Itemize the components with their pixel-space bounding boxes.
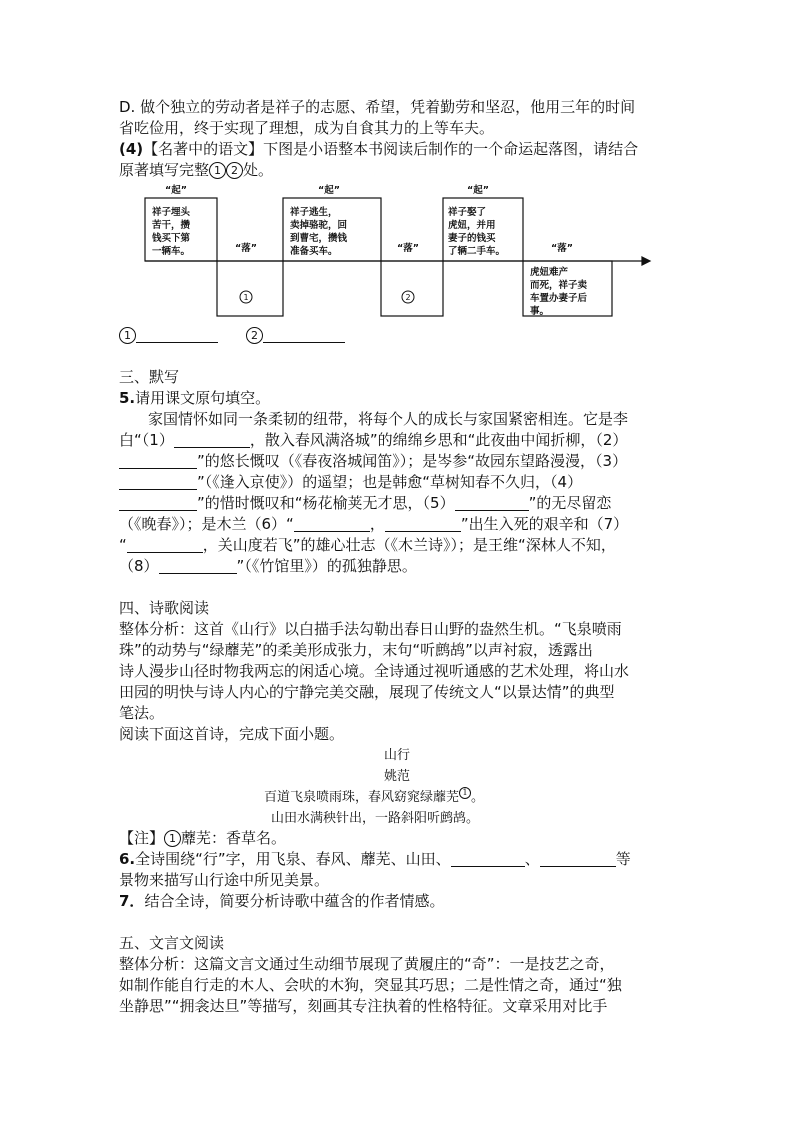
q5-p5-b: ”的无尽留恋 bbox=[528, 494, 612, 512]
q5-p3-a: ”的悠长慨叹（《春夜洛城闻笛》）；是岑参“故园东望路漫漫，（3） bbox=[197, 452, 628, 470]
poem-line2: 山田水满秧针出，一路斜阳听鹧鸪。 bbox=[271, 811, 480, 826]
q6-text-b: 、 bbox=[524, 850, 540, 868]
answer-blank-1[interactable] bbox=[136, 327, 218, 343]
fall3-line1: 虎妞难产 bbox=[530, 267, 569, 278]
q6-text-a: 全诗围绕“行”字，用飞泉、春风、蘼芜、山田、 bbox=[135, 850, 451, 868]
rise3-line2: 虎妞，并用 bbox=[448, 220, 496, 231]
q5-p1: 家国情怀如同一条柔韧的纽带，将每个人的成长与家国紧密相连。它是李 bbox=[148, 410, 629, 428]
rise1-line3: 钱买下第 bbox=[152, 233, 191, 244]
note-circled-1: 1 bbox=[164, 830, 181, 847]
luo-label-2: “落” bbox=[397, 243, 419, 254]
note-label: 【注】 bbox=[119, 829, 165, 847]
axis-arrow-icon bbox=[642, 257, 650, 265]
qi-label-2: “起” bbox=[318, 185, 340, 196]
option-d-line1: D. 做个独立的劳动者是祥子的志愿、希望，凭着勤劳和坚忍，他用三年的时间 bbox=[119, 98, 636, 116]
q5-title-text: 请用课文原句填空。 bbox=[135, 389, 271, 407]
circled-number-1: 1 bbox=[209, 162, 226, 179]
q7 bbox=[119, 891, 444, 912]
q5-p4 bbox=[119, 472, 582, 493]
diagram-answer-line bbox=[119, 325, 345, 346]
q5-title bbox=[119, 388, 270, 409]
fall3-line3: 车置办妻子后 bbox=[530, 293, 588, 304]
answer-circled-2: 2 bbox=[246, 327, 263, 344]
note-text: 蘼芜：香草名。 bbox=[181, 829, 287, 847]
s4-analysis-line2: 珠”的动势与“绿蘼芜”的柔美形成张力，末句“听鹧鸪”以声衬寂，透露出 bbox=[119, 641, 593, 659]
poem-author: 姚范 bbox=[384, 769, 411, 784]
q5-p2 bbox=[119, 430, 627, 451]
fall3-line4: 事。 bbox=[530, 306, 550, 317]
rise2-line3: 到曹宅，攒钱 bbox=[290, 233, 348, 244]
rise2-line4: 准备买车。 bbox=[290, 246, 338, 257]
q5-p3 bbox=[119, 451, 627, 472]
q7-number: 7． bbox=[119, 892, 145, 910]
blank-8[interactable] bbox=[159, 558, 237, 574]
q5-p6-c: ”出生入死的艰辛和（7） bbox=[460, 515, 629, 533]
rise2-line2: 卖掉骆驼，回 bbox=[290, 220, 348, 231]
q5-p5 bbox=[119, 493, 611, 514]
option-d-line2: 省吃俭用，终于实现了理想，成为自食其力的上等车夫。 bbox=[119, 119, 495, 137]
luo-label-1: “落” bbox=[235, 243, 257, 254]
fall-box-2 bbox=[381, 261, 443, 316]
answer-circled-1: 1 bbox=[119, 327, 136, 344]
section3-heading: 三、默写 bbox=[119, 368, 180, 386]
q6-text-c: 等 bbox=[615, 850, 631, 868]
circled-number-2: 2 bbox=[226, 162, 243, 179]
fall3-line2: 而死，祥子卖 bbox=[530, 280, 588, 291]
s4-analysis-line3: 诗人漫步山径时物我两忘的闲适心境。全诗通过视听通感的艺术处理，将山水 bbox=[119, 662, 630, 680]
q5-p4-a: ”（《逢入京使》）的遥望；也是韩愈“草树知春不久归，（4） bbox=[197, 473, 583, 491]
qi-label-1: “起” bbox=[165, 185, 187, 196]
rise1-line4: 一辆车。 bbox=[152, 246, 191, 257]
fall-box-1 bbox=[217, 261, 283, 316]
q6-number: 6. bbox=[119, 850, 136, 868]
blank-7[interactable] bbox=[127, 537, 203, 553]
fate-diagram bbox=[0, 0, 794, 330]
s5-analysis-line3: 坐静思”“拥衾达旦”等描写，刻画其专注执着的性格特征。文章采用对比手 bbox=[119, 997, 608, 1015]
q5-p2-b: ，散入春风满洛城”的绵绵乡思和“此夜曲中闻折柳，（2） bbox=[249, 431, 628, 449]
q5-p6-a: （《晚春》）；是木兰（6）“ bbox=[119, 515, 294, 533]
poem-title: 山行 bbox=[384, 748, 411, 763]
s5-analysis-line1: 整体分析：这篇文言文通过生动细节展现了黄履庄的“奇”：一是技艺之奇， bbox=[119, 955, 615, 973]
q5-p8-a: （8） bbox=[119, 557, 159, 575]
blank-1-number: 1 bbox=[243, 293, 249, 302]
blank-4[interactable] bbox=[119, 495, 197, 511]
poem-line1-text: 百道飞泉喷雨珠，春风窈窕绿蘼芜 bbox=[264, 790, 460, 805]
poem-line1-end: 。 bbox=[471, 790, 485, 805]
blank-2-number: 2 bbox=[405, 293, 411, 302]
rise1-line2: 苦干，攒 bbox=[152, 220, 191, 231]
q5-p7-b: ，关山度若飞”的雄心壮志（《木兰诗》）；是王维“深林人不知， bbox=[202, 536, 616, 554]
s5-analysis-line2: 如制作能自行走的木人、会吠的木狗，突显其巧思；二是性情之奇，通过“独 bbox=[119, 976, 622, 994]
rise3-line3: 妻子的钱买 bbox=[448, 233, 496, 244]
answer-blank-2[interactable] bbox=[263, 327, 345, 343]
blank-5[interactable] bbox=[455, 495, 529, 511]
q5-p7 bbox=[119, 535, 616, 556]
q5-p6 bbox=[119, 514, 628, 535]
poem-footnote-marker: 1 bbox=[459, 787, 471, 799]
q4-prefix: (4) bbox=[119, 140, 144, 158]
q6-line2: 景物来描写山行途中所见美景。 bbox=[119, 871, 330, 889]
s4-analysis-line1: 整体分析：这首《山行》以白描手法勾勒出春日山野的盎然生机。“飞泉喷雨 bbox=[119, 620, 622, 638]
section5-heading: 五、文言文阅读 bbox=[119, 934, 225, 952]
s4-analysis-line4: 田园的明快与诗人内心的宁静完美交融，展现了传统文人“以景达情”的典型 bbox=[119, 683, 615, 701]
q7-text: 结合全诗，简要分析诗歌中蕴含的作者情感。 bbox=[144, 892, 445, 910]
luo-label-3: “落” bbox=[551, 243, 573, 254]
blank-6b[interactable] bbox=[385, 516, 461, 532]
q6-line1 bbox=[119, 849, 631, 870]
q6-blank-1[interactable] bbox=[451, 851, 525, 867]
poem-note bbox=[119, 828, 286, 849]
blank-3[interactable] bbox=[119, 474, 197, 490]
section4-heading: 四、诗歌阅读 bbox=[119, 599, 210, 617]
q6-blank-2[interactable] bbox=[540, 851, 616, 867]
blank-2[interactable] bbox=[119, 453, 197, 469]
q4-tag: 【名著中的语文】 bbox=[143, 140, 264, 158]
q5-number: 5. bbox=[119, 389, 136, 407]
q4-text: 下图是小语整本书阅读后制作的一个命运起落图，请结合 bbox=[263, 140, 639, 158]
q5-p7-a: “ bbox=[119, 536, 127, 554]
rise3-line4: 了辆二手车。 bbox=[448, 246, 506, 257]
qi-label-3: “起” bbox=[467, 185, 489, 196]
rise1-line1: 祥子埋头 bbox=[152, 207, 191, 218]
s4-instruction: 阅读下面这首诗，完成下面小题。 bbox=[119, 725, 345, 743]
q4-line2-text: 原著填写完整 bbox=[119, 161, 210, 179]
q4-line2-end: 处。 bbox=[243, 161, 274, 179]
q5-p5-a: ”的惜时慨叹和“杨花榆荚无才思，（5） bbox=[197, 494, 455, 512]
s4-analysis-line5: 笔法。 bbox=[119, 704, 165, 722]
rise3-line1: 祥子娶了 bbox=[448, 207, 487, 218]
q5-p8 bbox=[119, 556, 417, 577]
blank-6a[interactable] bbox=[294, 516, 370, 532]
q5-p6-b: ， bbox=[369, 515, 385, 533]
q5-p8-b: ”（《竹馆里》）的孤独静思。 bbox=[236, 557, 417, 575]
poem-line1 bbox=[264, 786, 484, 805]
q5-p2-a: 白“（1） bbox=[119, 431, 174, 449]
rise2-line1: 祥子逃生， bbox=[290, 207, 338, 218]
blank-1[interactable] bbox=[174, 432, 250, 448]
